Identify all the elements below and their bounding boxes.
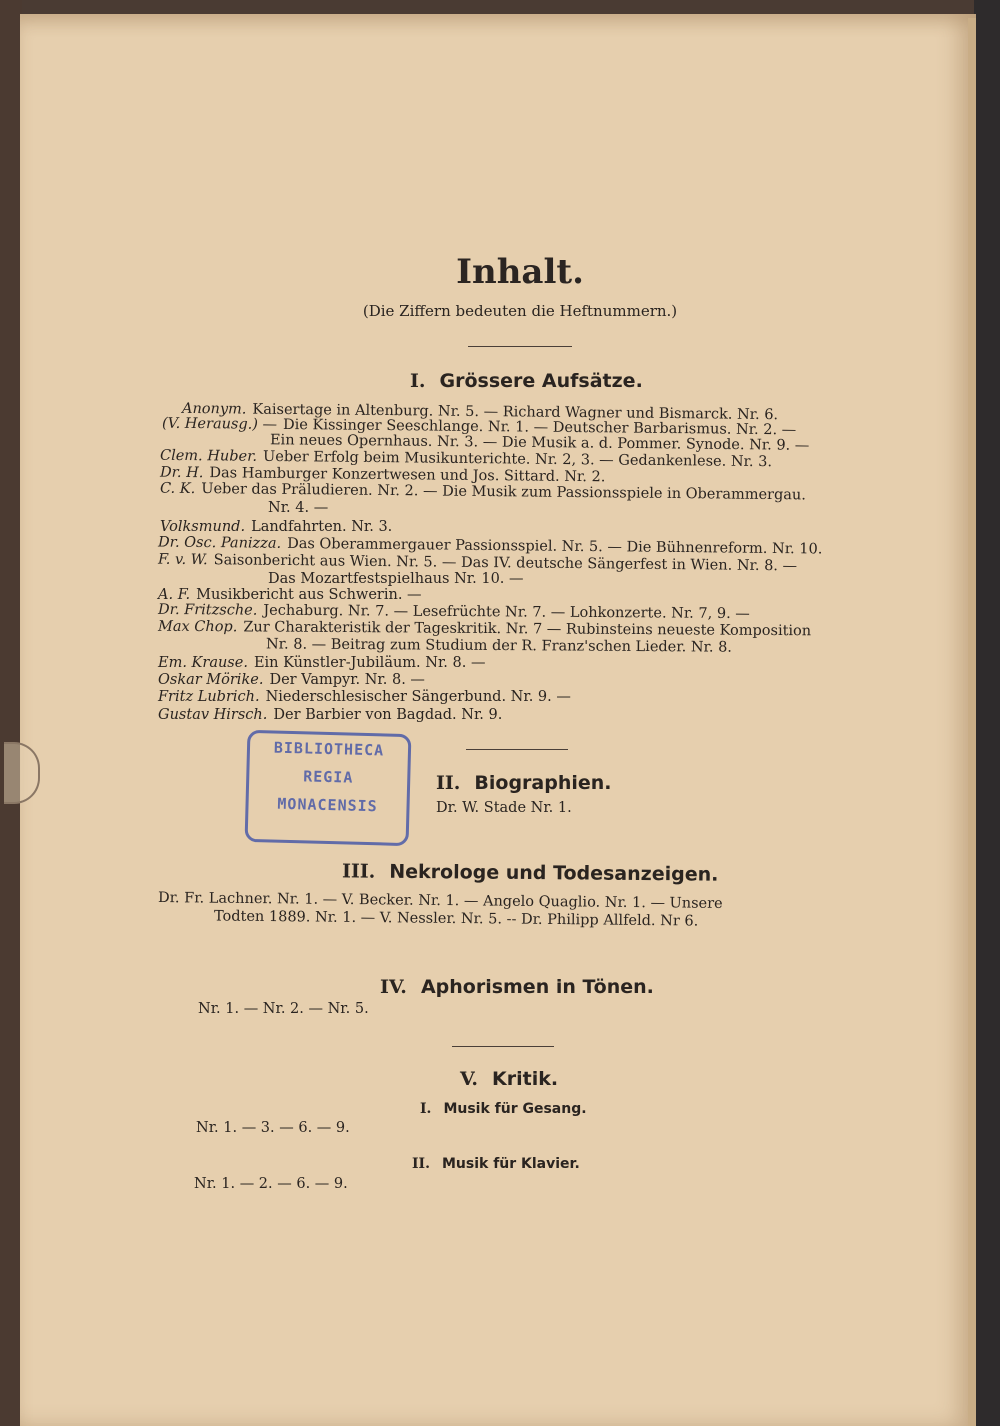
- gesang-entry: Nr. 1. — 3. — 6. — 9.: [196, 1120, 350, 1136]
- divider-rule: [468, 346, 572, 347]
- list-item: Clem. Huber. Ueber Erfolg beim Musikunterichte. Nr. 2, 3. — Gedankenlese. Nr. 3.: [159, 447, 773, 471]
- divider-rule: [452, 1046, 554, 1047]
- library-stamp: BIBLIOTHECA REGIA MONACENSIS: [245, 730, 412, 846]
- section-heading-5: V. Kritik.: [460, 1068, 559, 1090]
- section-heading-4: IV. Aphorismen in Tönen.: [380, 976, 654, 998]
- page-title: Inhalt.: [456, 252, 584, 292]
- list-item: F. v. W. Saisonbericht aus Wien. Nr. 5. — Das IV. deutsche Sängerfest in Wien. Nr. 8. —: [157, 551, 798, 575]
- list-item: Anonym. Kaisertage in Altenburg. Nr. 5. — Richard Wagner und Bismarck. Nr. 6.: [181, 400, 779, 424]
- list-item: Dr. Fritzsche. Jechaburg. Nr. 7. — Lesefrüchte Nr. 7. — Lohkonzerte. Nr. 7, 9. —: [157, 601, 750, 623]
- list-item: Nr. 8. — Beitrag zum Studium der R. Franz'schen Lieder. Nr. 8.: [265, 636, 732, 656]
- list-item: C. K. Ueber das Präludieren. Nr. 2. — Die Musik zum Passionsspiele in Oberammergau.: [159, 480, 806, 504]
- section-numeral: I.: [410, 370, 426, 392]
- list-item: A. F. Musikbericht aus Schwerin. —: [158, 587, 422, 603]
- section-title: Grössere Aufsätze.: [439, 370, 643, 392]
- section-heading-1: [410, 370, 643, 392]
- list-item: Das Mozartfestspielhaus Nr. 10. —: [268, 571, 524, 587]
- list-item: Em. Krause. Ein Künstler-Jubiläum. Nr. 8. —: [158, 655, 486, 671]
- subsection-heading-gesang: I. Musik für Gesang.: [420, 1101, 587, 1117]
- list-item: Ein neues Opernhaus. Nr. 3. — Die Musik a. d. Pommer. Synode. Nr. 9. —: [269, 432, 810, 454]
- page-edge: [968, 18, 976, 1426]
- list-item: Nr. 4. —: [268, 500, 329, 516]
- biography-entry: Dr. W. Stade Nr. 1.: [436, 800, 572, 816]
- list-item: Oskar Mörike. Der Vampyr. Nr. 8. —: [158, 672, 425, 688]
- obituary-line-1: Dr. Fr. Lachner. Nr. 1. — V. Becker. Nr. 1. — Angelo Quaglio. Nr. 1. — Unsere: [157, 890, 723, 912]
- aphorisms-entry: Nr. 1. — Nr. 2. — Nr. 5.: [198, 1001, 369, 1017]
- list-item: Max Chop. Zur Charakteristik der Tageskritik. Nr. 7 — Rubinsteins neueste Komposition: [157, 618, 812, 640]
- list-item: Volksmund. Landfahrten. Nr. 3.: [160, 519, 393, 535]
- subsection-heading-klavier: II. Musik für Klavier.: [412, 1156, 580, 1172]
- divider-rule: [466, 749, 568, 750]
- cover-left-edge: [0, 0, 22, 1426]
- list-item: (V. Herausg.) — Die Kissinger Seeschlange. Nr. 1. — Deutscher Barbarismus. Nr. 2. —: [161, 415, 797, 439]
- cover-right-edge: [974, 0, 1000, 1426]
- list-item: Dr. Osc. Panizza. Das Oberammergauer Passionsspiel. Nr. 5. — Die Bühnenreform. Nr. 10.: [157, 534, 823, 558]
- klavier-entry: Nr. 1. — 2. — 6. — 9.: [194, 1176, 348, 1192]
- list-item: Dr. H. Das Hamburger Konzertwesen und Jos. Sittard. Nr. 2.: [159, 464, 606, 486]
- section-heading-2: II. Biographien.: [436, 772, 612, 794]
- page-subtitle: (Die Ziffern bedeuten die Heftnummern.): [362, 302, 678, 320]
- obituary-line-2: Todten 1889. Nr. 1. — V. Nessler. Nr. 5. -- Dr. Philipp Allfeld. Nr 6.: [213, 908, 699, 930]
- list-item: Fritz Lubrich. Niederschlesischer Sängerbund. Nr. 9. —: [158, 689, 571, 705]
- list-item: Gustav Hirsch. Der Barbier von Bagdad. Nr. 9.: [158, 707, 503, 723]
- section-heading-3: III. Nekrologe und Todesanzeigen.: [341, 860, 719, 886]
